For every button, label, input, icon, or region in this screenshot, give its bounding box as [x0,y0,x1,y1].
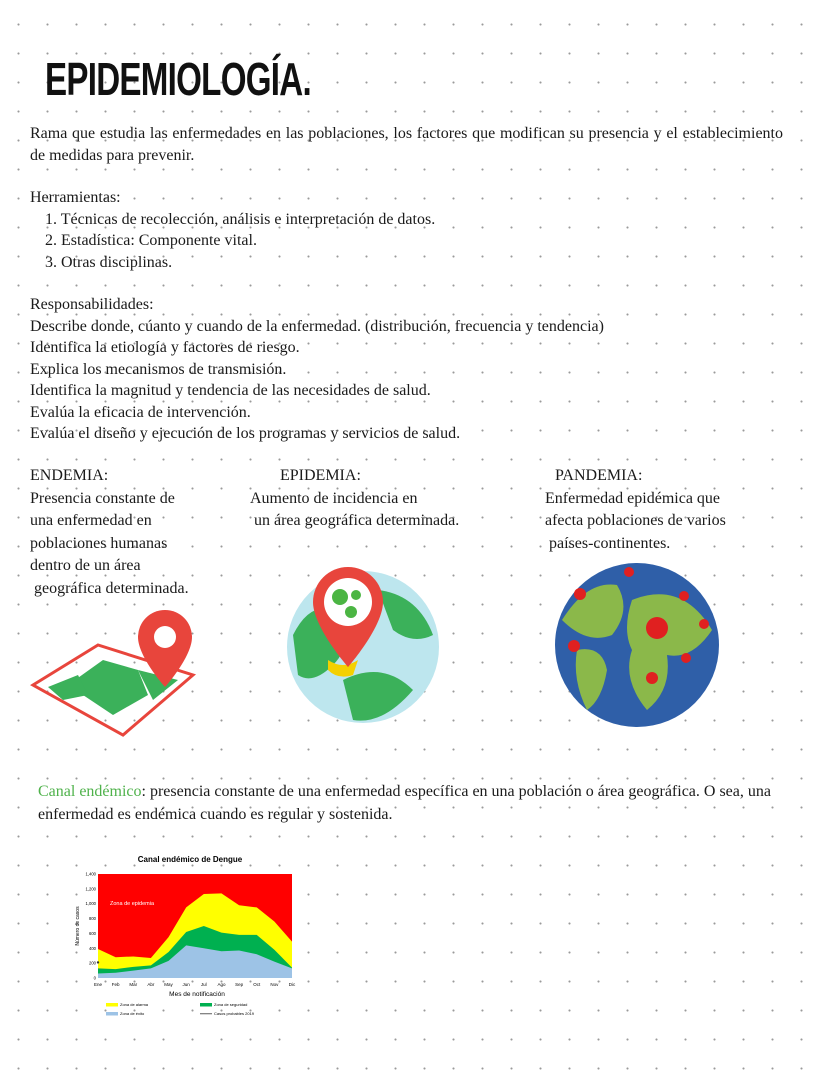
responsibility-item: Evalúa la eficacia de intervención. [30,403,251,421]
responsibility-item: Identifica la magnitud y tendencia de las necesidades de salud. [30,382,431,399]
virus-icon [681,653,691,663]
x-tick-label: Sep [235,982,244,987]
responsibility-item: Describe donde, cúanto y cuando de la enfermedad. (distribución, frecuencia y tendencia) [30,317,604,335]
virus-icon [646,617,668,639]
canal-endemico-term: Canal endémico [38,783,142,800]
legend-label: Zona de alarma [120,1002,149,1007]
canal-endemico-text: : presencia constante de una enfermedad específica en una población o área geográfica. O sea, una enfermedad es endémica cuando es regular y sostenida. [38,783,771,823]
tools-heading: Herramientas: [30,189,121,206]
dengue-endemic-chart [74,848,305,1023]
y-axis-label: Número de casos [75,906,81,946]
y-tick-label: 600 [89,930,96,936]
responsibility-item: Identifica la etiología y factores de riesgo. [30,339,300,356]
legend-swatch [200,1003,212,1007]
legend-label: Zona de seguridad [214,1002,248,1007]
virus-icon [679,591,689,601]
legend-label: Zona de éxito [120,1011,145,1016]
pandemia-column [545,465,726,555]
virus-icon [345,606,357,618]
chart-annotation: Zona de epidemia [110,901,155,907]
x-tick-label: Jun [182,982,190,987]
responsibility-item: Evalúa el diseño y ejecución de los programas y servicios de salud. [30,425,461,442]
y-tick-label: 1,400 [85,871,96,877]
pandemia-text: países-continentes. [545,534,671,552]
endemia-text: Presencia constante de [30,489,175,507]
x-tick-label: Oct [253,982,261,987]
endemia-text: geográfica determinada. [30,579,189,597]
y-tick-label: 400 [89,945,96,951]
responsibilities-heading: Responsabilidades: [30,296,154,313]
tools-item: 1. Técnicas de recolección, análisis e interpretación de datos. [45,210,436,228]
epidemia-column [250,465,459,533]
x-axis-label: Mes de notificación [169,991,225,998]
pandemia-text: afecta poblaciones de varios [545,512,726,529]
virus-icon [646,672,658,684]
responsibility-item: Explica los mecanismos de transmisión. [30,360,287,378]
globe-pandemic-illustration [552,560,722,730]
x-tick-label: Ene [93,982,103,987]
y-tick-label: 1,000 [85,901,96,907]
endemia-heading: ENDEMIA: [30,467,109,484]
virus-icon [574,588,586,600]
x-tick-label: Jul [200,982,207,987]
x-tick-label: May [164,982,173,987]
endemia-text: una enfermedad en [30,512,152,529]
canal-endemico-definition [38,780,798,826]
virus-icon [351,590,361,600]
virus-icon [624,567,634,577]
tools-section [30,187,435,273]
virus-icon [699,619,709,629]
legend-swatch [106,1003,118,1007]
x-tick-label: Nov [270,982,279,987]
epidemia-text: un área geográfica determinada. [250,512,460,529]
y-tick-label: 800 [89,916,96,922]
responsibilities-section [30,294,604,445]
x-tick-label: Dic [288,982,296,987]
virus-icon [568,640,580,652]
epidemia-text: Aumento de incidencia en [250,489,418,507]
y-tick-label: 1,200 [85,886,96,892]
page-title: EPIDEMIOLOGÍA. [45,53,311,105]
virus-icon [332,589,348,605]
x-tick-label: Abr [147,982,155,987]
y-tick-label: 0 [93,975,96,981]
endemia-column [30,465,189,600]
pandemia-text: Enfermedad epidémica que [545,489,721,507]
endemia-text: poblaciones humanas [30,534,168,552]
x-tick-label: Mar [129,982,138,987]
epidemia-heading: EPIDEMIA: [280,467,361,484]
map-pin-illustration [28,605,203,740]
x-tick-label: Feb [111,982,120,987]
intro-paragraph: Rama que estudia las enfermedades en las poblaciones, los factores que modifican su presencia y el establecimiento de medidas para prevenir. [30,125,783,164]
legend-label: Casos probables 2019 [214,1011,255,1016]
chart-title: Canal endémico de Dengue [137,855,243,864]
globe-virus-pin-illustration [283,565,443,725]
x-tick-label: Ago [217,982,226,987]
legend-swatch [106,1012,118,1016]
tools-item: 3. Otras disciplinas. [45,253,173,271]
pandemia-heading: PANDEMIA: [555,467,643,484]
endemia-text: dentro de un área [30,557,141,574]
tools-item: 2. Estadística: Componente vital. [45,232,257,249]
y-tick-label: 200 [89,960,96,966]
cases-2019-point [97,961,99,963]
